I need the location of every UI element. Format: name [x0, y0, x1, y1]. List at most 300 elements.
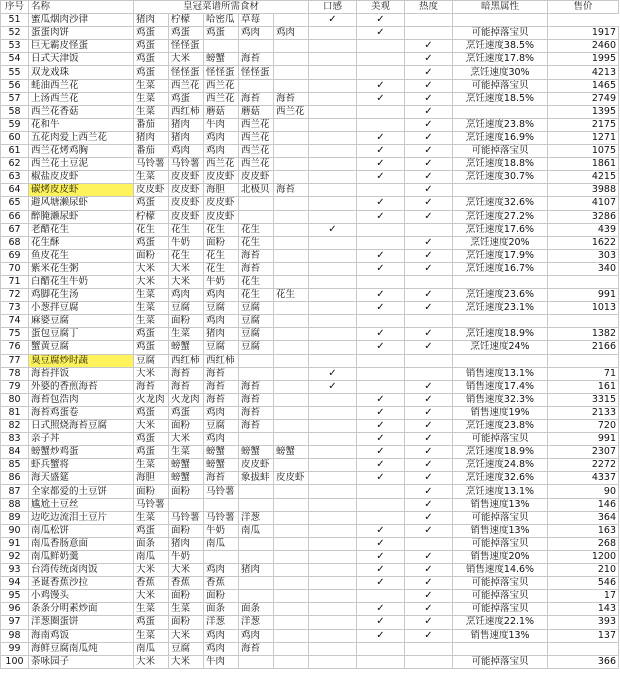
cell-ingredient[interactable]: 豆腐	[204, 341, 239, 354]
cell-heat[interactable]: ✓	[405, 406, 453, 419]
cell-ingredient[interactable]: 鸡肉	[204, 145, 239, 158]
cell-heat[interactable]: ✓	[405, 236, 453, 249]
cell-look[interactable]	[357, 485, 405, 498]
cell-no[interactable]: 96	[1, 603, 29, 616]
cell-ingredient[interactable]: 面粉	[169, 524, 204, 537]
cell-name[interactable]: 老醋花生	[29, 223, 134, 236]
cell-ingredient[interactable]	[274, 406, 309, 419]
cell-ingredient[interactable]: 猪肉	[134, 131, 169, 144]
cell-taste[interactable]	[309, 210, 357, 223]
cell-ingredient[interactable]	[274, 367, 309, 380]
cell-name[interactable]: 双龙戏珠	[29, 66, 134, 79]
cell-price[interactable]: 1861	[548, 158, 619, 171]
cell-no[interactable]: 57	[1, 92, 29, 105]
cell-ingredient[interactable]: 生菜	[134, 302, 169, 315]
cell-ingredient[interactable]: 皮皮虾	[134, 184, 169, 197]
cell-ingredient[interactable]	[239, 550, 274, 563]
cell-ingredient[interactable]: 南瓜	[134, 550, 169, 563]
cell-ingredient[interactable]: 马铃薯	[169, 511, 204, 524]
cell-heat[interactable]: ✓	[405, 524, 453, 537]
cell-special[interactable]: 可能掉落宝贝	[453, 27, 548, 40]
cell-heat[interactable]: ✓	[405, 433, 453, 446]
cell-ingredient[interactable]: 皮皮虾	[169, 184, 204, 197]
cell-price[interactable]: 161	[548, 380, 619, 393]
cell-look[interactable]	[357, 236, 405, 249]
cell-ingredient[interactable]: 哈密瓜	[204, 14, 239, 27]
cell-price[interactable]: 90	[548, 485, 619, 498]
cell-ingredient[interactable]: 海苔	[239, 642, 274, 655]
cell-look[interactable]: ✓	[357, 79, 405, 92]
cell-ingredient[interactable]	[239, 367, 274, 380]
cell-heat[interactable]	[405, 354, 453, 367]
cell-ingredient[interactable]: 海苔	[239, 53, 274, 66]
cell-ingredient[interactable]: 螃蟹	[204, 459, 239, 472]
cell-ingredient[interactable]: 海苔	[204, 393, 239, 406]
cell-no[interactable]: 94	[1, 577, 29, 590]
cell-price[interactable]: 163	[548, 524, 619, 537]
cell-name[interactable]: 蜜瓜烟肉沙律	[29, 14, 134, 27]
cell-special[interactable]	[453, 642, 548, 655]
cell-heat[interactable]: ✓	[405, 341, 453, 354]
cell-ingredient[interactable]	[239, 354, 274, 367]
cell-ingredient[interactable]: 生菜	[134, 105, 169, 118]
cell-ingredient[interactable]: 猪肉	[239, 564, 274, 577]
cell-no[interactable]: 69	[1, 249, 29, 262]
cell-special[interactable]: 烹饪速度23.8%	[453, 420, 548, 433]
cell-ingredient[interactable]: 花生	[134, 223, 169, 236]
cell-look[interactable]: ✓	[357, 131, 405, 144]
cell-special[interactable]: 烹饪速度18.9%	[453, 328, 548, 341]
cell-price[interactable]: 2166	[548, 341, 619, 354]
cell-taste[interactable]	[309, 145, 357, 158]
cell-heat[interactable]	[405, 27, 453, 40]
cell-special[interactable]: 烹饪速度23.6%	[453, 289, 548, 302]
cell-price[interactable]: 1200	[548, 550, 619, 563]
cell-ingredient[interactable]	[274, 40, 309, 53]
cell-price[interactable]: 143	[548, 603, 619, 616]
cell-special[interactable]: 烹饪速度13.1%	[453, 485, 548, 498]
cell-name[interactable]: 巨无霸皮怪蛋	[29, 40, 134, 53]
cell-ingredient[interactable]: 蘑菇	[239, 105, 274, 118]
cell-ingredient[interactable]: 怪怪蛋	[204, 66, 239, 79]
cell-ingredient[interactable]: 海苔	[204, 367, 239, 380]
cell-ingredient[interactable]: 洋葱	[239, 511, 274, 524]
cell-ingredient[interactable]: 花生	[169, 249, 204, 262]
cell-ingredient[interactable]: 海苔	[239, 380, 274, 393]
cell-ingredient[interactable]	[239, 577, 274, 590]
cell-ingredient[interactable]	[239, 537, 274, 550]
cell-ingredient[interactable]: 大米	[169, 629, 204, 642]
cell-ingredient[interactable]	[239, 40, 274, 53]
cell-ingredient[interactable]	[274, 210, 309, 223]
cell-name[interactable]: 南瓜松饼	[29, 524, 134, 537]
cell-look[interactable]: ✓	[357, 171, 405, 184]
cell-no[interactable]: 67	[1, 223, 29, 236]
cell-ingredient[interactable]: 海苔	[169, 367, 204, 380]
cell-ingredient[interactable]: 螃蟹	[169, 459, 204, 472]
cell-ingredient[interactable]: 火龙肉	[169, 393, 204, 406]
cell-name[interactable]: 海苔鸡蛋卷	[29, 406, 134, 419]
cell-taste[interactable]	[309, 459, 357, 472]
cell-name[interactable]: 圣诞香蕉沙拉	[29, 577, 134, 590]
cell-ingredient[interactable]: 花生	[239, 275, 274, 288]
cell-ingredient[interactable]: 豆腐	[204, 420, 239, 433]
cell-ingredient[interactable]: 面粉	[204, 590, 239, 603]
cell-ingredient[interactable]: 生菜	[169, 446, 204, 459]
cell-ingredient[interactable]: 生菜	[134, 511, 169, 524]
cell-ingredient[interactable]: 螃蟹	[239, 446, 274, 459]
cell-heat[interactable]: ✓	[405, 210, 453, 223]
cell-look[interactable]: ✓	[357, 92, 405, 105]
cell-heat[interactable]: ✓	[405, 131, 453, 144]
cell-ingredient[interactable]: 面粉	[169, 420, 204, 433]
cell-ingredient[interactable]: 鸡蛋	[134, 341, 169, 354]
cell-ingredient[interactable]	[274, 577, 309, 590]
cell-special[interactable]: 可能掉落宝贝	[453, 590, 548, 603]
cell-price[interactable]: 268	[548, 537, 619, 550]
cell-taste[interactable]	[309, 524, 357, 537]
cell-no[interactable]: 62	[1, 158, 29, 171]
cell-ingredient[interactable]	[204, 498, 239, 511]
cell-no[interactable]: 68	[1, 236, 29, 249]
cell-ingredient[interactable]: 大米	[134, 262, 169, 275]
cell-name[interactable]: 蟹黄豆腐	[29, 341, 134, 354]
cell-ingredient[interactable]	[274, 564, 309, 577]
cell-taste[interactable]	[309, 393, 357, 406]
cell-look[interactable]: ✓	[357, 629, 405, 642]
cell-price[interactable]	[548, 275, 619, 288]
cell-ingredient[interactable]: 豆腐	[169, 302, 204, 315]
cell-ingredient[interactable]: 面粉	[169, 485, 204, 498]
cell-taste[interactable]: ✓	[309, 223, 357, 236]
cell-ingredient[interactable]: 皮皮虾	[204, 197, 239, 210]
cell-ingredient[interactable]: 花生	[169, 223, 204, 236]
cell-ingredient[interactable]: 鸡蛋	[204, 27, 239, 40]
cell-no[interactable]: 88	[1, 498, 29, 511]
cell-ingredient[interactable]: 鸡肉	[204, 289, 239, 302]
cell-look[interactable]	[357, 367, 405, 380]
cell-price[interactable]: 3988	[548, 184, 619, 197]
cell-ingredient[interactable]: 螃蟹	[169, 472, 204, 485]
cell-ingredient[interactable]	[204, 550, 239, 563]
cell-taste[interactable]	[309, 131, 357, 144]
cell-ingredient[interactable]: 柠檬	[169, 14, 204, 27]
cell-taste[interactable]	[309, 315, 357, 328]
cell-ingredient[interactable]: 豆腐	[239, 315, 274, 328]
cell-ingredient[interactable]: 面粉	[169, 315, 204, 328]
cell-heat[interactable]: ✓	[357, 14, 405, 27]
cell-ingredient[interactable]: 牛肉	[204, 118, 239, 131]
cell-heat[interactable]: ✓	[405, 171, 453, 184]
cell-look[interactable]: ✓	[357, 158, 405, 171]
cell-ingredient[interactable]: 鸡蛋	[134, 406, 169, 419]
cell-name[interactable]: 椒盐皮皮虾	[29, 171, 134, 184]
cell-name[interactable]: 南瓜鲜奶羹	[29, 550, 134, 563]
cell-price[interactable]: 3315	[548, 393, 619, 406]
cell-ingredient[interactable]: 螃蟹	[169, 341, 204, 354]
cell-name[interactable]: 螃蟹炒鸡蛋	[29, 446, 134, 459]
cell-special[interactable]: 可能掉落宝贝	[453, 603, 548, 616]
cell-taste[interactable]	[309, 118, 357, 131]
cell-ingredient[interactable]: 鸡蛋	[134, 446, 169, 459]
cell-name[interactable]: 蛋蛋肉饼	[29, 27, 134, 40]
cell-taste[interactable]	[309, 446, 357, 459]
cell-ingredient[interactable]: 大米	[169, 564, 204, 577]
cell-ingredient[interactable]	[204, 40, 239, 53]
cell-no[interactable]: 92	[1, 550, 29, 563]
cell-name[interactable]: 荼咏园子	[29, 655, 134, 668]
cell-heat[interactable]: ✓	[405, 511, 453, 524]
cell-no[interactable]: 81	[1, 406, 29, 419]
cell-look[interactable]: ✓	[357, 472, 405, 485]
cell-special[interactable]	[453, 354, 548, 367]
cell-taste[interactable]	[274, 14, 309, 27]
cell-taste[interactable]	[309, 53, 357, 66]
cell-taste[interactable]	[309, 302, 357, 315]
cell-ingredient[interactable]: 皮皮虾	[239, 459, 274, 472]
cell-ingredient[interactable]: 皮皮虾	[169, 210, 204, 223]
cell-ingredient[interactable]: 香蕉	[204, 577, 239, 590]
cell-look[interactable]: ✓	[357, 459, 405, 472]
cell-look[interactable]: ✓	[357, 289, 405, 302]
cell-ingredient[interactable]: 海苔	[274, 92, 309, 105]
cell-special[interactable]: 烹饪速度38.5%	[453, 40, 548, 53]
cell-special[interactable]: 烹饪速度23.8%	[453, 118, 548, 131]
header-taste[interactable]: 口感	[309, 1, 357, 14]
cell-special[interactable]: 烹饪速度24%	[453, 341, 548, 354]
cell-ingredient[interactable]	[239, 590, 274, 603]
cell-name[interactable]: 外婆的香煎海苔	[29, 380, 134, 393]
cell-price[interactable]	[548, 315, 619, 328]
cell-name[interactable]: 上汤西兰花	[29, 92, 134, 105]
cell-no[interactable]: 70	[1, 262, 29, 275]
cell-taste[interactable]	[309, 328, 357, 341]
cell-heat[interactable]: ✓	[405, 118, 453, 131]
cell-ingredient[interactable]	[274, 131, 309, 144]
cell-ingredient[interactable]	[274, 302, 309, 315]
cell-ingredient[interactable]: 面条	[204, 603, 239, 616]
cell-name[interactable]: 海南鸡饭	[29, 629, 134, 642]
cell-price[interactable]: 71	[548, 367, 619, 380]
cell-price[interactable]: 1013	[548, 302, 619, 315]
cell-look[interactable]	[357, 40, 405, 53]
cell-taste[interactable]	[309, 537, 357, 550]
cell-taste[interactable]	[309, 92, 357, 105]
cell-heat[interactable]: ✓	[405, 328, 453, 341]
cell-ingredient[interactable]: 海苔	[204, 472, 239, 485]
cell-heat[interactable]: ✓	[405, 197, 453, 210]
cell-ingredient[interactable]	[239, 197, 274, 210]
cell-ingredient[interactable]: 洋葱	[239, 616, 274, 629]
cell-ingredient[interactable]: 鸡肉	[204, 315, 239, 328]
cell-ingredient[interactable]: 鸡蛋	[134, 27, 169, 40]
cell-no[interactable]: 93	[1, 564, 29, 577]
cell-ingredient[interactable]: 大米	[134, 564, 169, 577]
cell-ingredient[interactable]: 西兰花	[239, 158, 274, 171]
cell-taste[interactable]	[309, 498, 357, 511]
cell-price[interactable]: 1075	[548, 145, 619, 158]
cell-heat[interactable]	[405, 275, 453, 288]
cell-look[interactable]: ✓	[357, 446, 405, 459]
cell-ingredient[interactable]: 鸡蛋	[134, 66, 169, 79]
cell-no[interactable]: 79	[1, 380, 29, 393]
cell-special[interactable]: 烹饪速度16.9%	[453, 131, 548, 144]
cell-taste[interactable]	[309, 197, 357, 210]
cell-ingredient[interactable]: 西红柿	[204, 354, 239, 367]
cell-heat[interactable]: ✓	[405, 184, 453, 197]
cell-ingredient[interactable]	[274, 223, 309, 236]
cell-look[interactable]: ✓	[357, 420, 405, 433]
cell-no[interactable]: 77	[1, 354, 29, 367]
cell-no[interactable]: 87	[1, 485, 29, 498]
cell-ingredient[interactable]	[274, 249, 309, 262]
cell-ingredient[interactable]: 马铃薯	[204, 485, 239, 498]
cell-price[interactable]: 546	[548, 577, 619, 590]
cell-price[interactable]: 720	[548, 420, 619, 433]
cell-ingredient[interactable]: 生菜	[134, 629, 169, 642]
cell-special[interactable]	[453, 275, 548, 288]
cell-taste[interactable]	[309, 642, 357, 655]
cell-price[interactable]	[453, 14, 548, 27]
cell-no[interactable]: 63	[1, 171, 29, 184]
cell-name[interactable]: 洋葱圈蛋饼	[29, 616, 134, 629]
cell-ingredient[interactable]	[274, 158, 309, 171]
cell-ingredient[interactable]: 生菜	[169, 328, 204, 341]
cell-taste[interactable]	[309, 341, 357, 354]
cell-ingredient[interactable]: 大米	[134, 367, 169, 380]
cell-special[interactable]: 烹饪速度18.8%	[453, 158, 548, 171]
cell-special[interactable]	[405, 14, 453, 27]
cell-ingredient[interactable]	[274, 275, 309, 288]
cell-heat[interactable]: ✓	[405, 92, 453, 105]
cell-taste[interactable]	[309, 171, 357, 184]
cell-ingredient[interactable]: 番茄	[134, 145, 169, 158]
cell-ingredient[interactable]: 牛奶	[169, 550, 204, 563]
cell-ingredient[interactable]: 鸡肉	[204, 406, 239, 419]
cell-name[interactable]: 麻婆豆腐	[29, 315, 134, 328]
header-look[interactable]: 美观	[357, 1, 405, 14]
cell-ingredient[interactable]: 西兰花	[239, 131, 274, 144]
cell-price[interactable]: 393	[548, 616, 619, 629]
cell-ingredient[interactable]: 海胆	[134, 472, 169, 485]
cell-look[interactable]: ✓	[357, 406, 405, 419]
cell-look[interactable]: ✓	[357, 433, 405, 446]
cell-price[interactable]: 17	[548, 590, 619, 603]
cell-ingredient[interactable]: 生菜	[169, 603, 204, 616]
cell-no[interactable]: 84	[1, 446, 29, 459]
cell-ingredient[interactable]: 西兰花	[204, 92, 239, 105]
cell-price[interactable]: 2749	[548, 92, 619, 105]
cell-ingredient[interactable]: 鸡蛋	[169, 92, 204, 105]
cell-no[interactable]: 95	[1, 590, 29, 603]
cell-price[interactable]: 340	[548, 262, 619, 275]
cell-special[interactable]: 可能掉落宝贝	[453, 433, 548, 446]
cell-no[interactable]: 82	[1, 420, 29, 433]
cell-heat[interactable]: ✓	[405, 420, 453, 433]
cell-ingredient[interactable]: 面条	[134, 537, 169, 550]
cell-heat[interactable]	[405, 537, 453, 550]
cell-taste[interactable]	[309, 603, 357, 616]
cell-heat[interactable]: ✓	[405, 472, 453, 485]
cell-heat[interactable]: ✓	[405, 498, 453, 511]
cell-ingredient[interactable]: 牛奶	[204, 275, 239, 288]
cell-ingredient[interactable]	[274, 315, 309, 328]
cell-special[interactable]: 销售速度13.1%	[453, 367, 548, 380]
cell-price[interactable]: 1995	[548, 53, 619, 66]
cell-ingredient[interactable]: 生菜	[134, 171, 169, 184]
cell-heat[interactable]: ✓	[405, 249, 453, 262]
cell-taste[interactable]	[309, 354, 357, 367]
cell-special[interactable]: 烹饪速度17.6%	[453, 223, 548, 236]
cell-ingredient[interactable]: 生菜	[134, 459, 169, 472]
cell-name[interactable]: 西兰花土豆泥	[29, 158, 134, 171]
cell-name[interactable]: 虾兵蟹将	[29, 459, 134, 472]
cell-ingredient[interactable]	[274, 524, 309, 537]
cell-heat[interactable]: ✓	[405, 459, 453, 472]
cell-ingredient[interactable]: 豆腐	[239, 328, 274, 341]
cell-look[interactable]	[357, 498, 405, 511]
cell-ingredient[interactable]: 大米	[169, 53, 204, 66]
cell-special[interactable]	[453, 315, 548, 328]
cell-ingredient[interactable]: 海苔	[239, 393, 274, 406]
cell-taste[interactable]	[309, 564, 357, 577]
cell-ingredient[interactable]: 鸡肉	[239, 629, 274, 642]
cell-look[interactable]	[357, 223, 405, 236]
cell-no[interactable]: 100	[1, 655, 29, 668]
cell-ingredient[interactable]: 豆腐	[169, 642, 204, 655]
cell-price[interactable]: 366	[548, 655, 619, 668]
cell-ingredient[interactable]: 怪怪蛋	[169, 40, 204, 53]
cell-ingredient[interactable]: 大米	[169, 433, 204, 446]
cell-no[interactable]: 64	[1, 184, 29, 197]
cell-ingredient[interactable]: 鸡蛋	[134, 53, 169, 66]
cell-price[interactable]: 4213	[548, 66, 619, 79]
cell-ingredient[interactable]: 大米	[134, 655, 169, 668]
cell-heat[interactable]: ✓	[405, 380, 453, 393]
cell-ingredient[interactable]	[239, 433, 274, 446]
cell-taste[interactable]	[309, 66, 357, 79]
cell-price[interactable]: 303	[548, 249, 619, 262]
cell-taste[interactable]	[309, 236, 357, 249]
cell-look[interactable]	[357, 184, 405, 197]
cell-price[interactable]: 2307	[548, 446, 619, 459]
cell-price[interactable]: 364	[548, 511, 619, 524]
cell-no[interactable]: 91	[1, 537, 29, 550]
cell-special[interactable]: 销售速度13%	[453, 498, 548, 511]
cell-heat[interactable]: ✓	[405, 79, 453, 92]
cell-price[interactable]: 2175	[548, 118, 619, 131]
cell-name[interactable]: 台湾传统卤肉饭	[29, 564, 134, 577]
cell-look[interactable]: ✓	[357, 393, 405, 406]
cell-no[interactable]: 89	[1, 511, 29, 524]
cell-heat[interactable]	[405, 367, 453, 380]
cell-ingredient[interactable]: 鸡肉	[204, 564, 239, 577]
cell-look[interactable]	[357, 354, 405, 367]
cell-ingredient[interactable]: 马铃薯	[169, 158, 204, 171]
cell-ingredient[interactable]: 大米	[134, 420, 169, 433]
cell-taste[interactable]	[309, 158, 357, 171]
cell-name[interactable]: 全家都爱的土豆饼	[29, 485, 134, 498]
cell-ingredient[interactable]: 洋葱	[204, 616, 239, 629]
cell-look[interactable]	[357, 53, 405, 66]
cell-taste[interactable]: ✓	[309, 367, 357, 380]
cell-name[interactable]: 碳烤皮皮虾	[29, 184, 134, 197]
cell-heat[interactable]: ✓	[405, 603, 453, 616]
cell-ingredient[interactable]: 生菜	[134, 92, 169, 105]
cell-taste[interactable]	[309, 406, 357, 419]
cell-heat[interactable]: ✓	[405, 302, 453, 315]
cell-ingredient[interactable]: 皮皮虾	[274, 472, 309, 485]
